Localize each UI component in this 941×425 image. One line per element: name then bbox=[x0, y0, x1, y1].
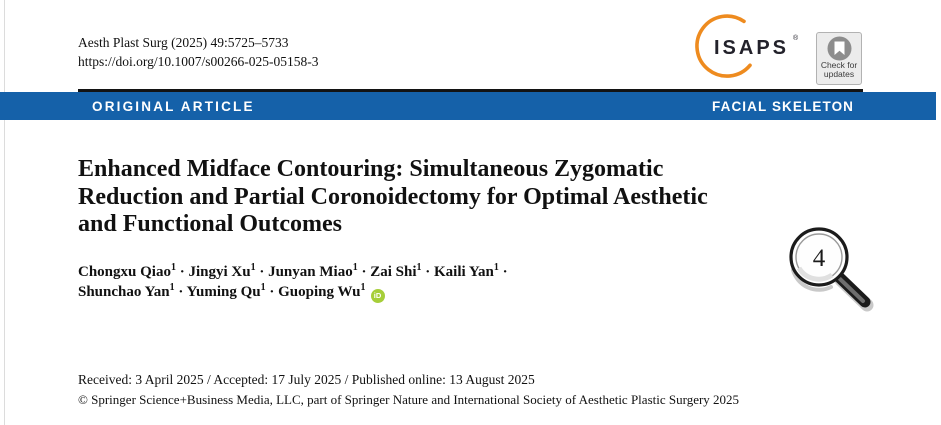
annotation-number: 4 bbox=[812, 245, 826, 272]
affiliation-marker: 1 bbox=[170, 262, 176, 273]
orcid-icon[interactable]: iD bbox=[371, 289, 385, 303]
check-updates-label-line2: updates bbox=[823, 69, 855, 79]
affiliation-marker: 1 bbox=[416, 262, 422, 273]
affiliation-marker: 1 bbox=[169, 282, 175, 293]
article-type-label: ORIGINAL ARTICLE bbox=[92, 98, 255, 114]
affiliation-marker: 1 bbox=[260, 282, 266, 293]
check-updates-label-line1: Check for bbox=[820, 60, 858, 70]
affiliation-marker: 1 bbox=[493, 262, 499, 273]
journal-citation: Aesth Plast Surg (2025) 49:5725–5733 bbox=[78, 35, 289, 50]
article-type-banner bbox=[0, 92, 936, 120]
doi-link[interactable]: https://doi.org/10.1007/s00266-025-05158-3 bbox=[78, 54, 319, 69]
crossmark-bookmark-icon bbox=[827, 36, 852, 61]
annotation-magnifier-marker[interactable] bbox=[781, 220, 881, 312]
article-title bbox=[78, 156, 708, 239]
author-name: Zai Shi$^1$ bbox=[370, 262, 422, 280]
author-list-line-1: Chongxu Qiao$^1$ · Jingyi $Xu^1$ · Junyan Miao$^1$ · Zai Shi$^1$ · Kaili Yan$^1$ · bbox=[78, 262, 508, 280]
section-label: FACIAL SKELETON bbox=[712, 98, 855, 114]
isaps-logo-text: ISAPS bbox=[714, 37, 790, 59]
author-list-line-2: Shunchao Yan$^1$ · Yuming $Qu^1$ · Guoping Wu$^1$iD bbox=[78, 282, 508, 303]
author-list bbox=[78, 262, 508, 303]
author-name: Yuming Qu$^1$ bbox=[186, 282, 266, 300]
article-title-line-1: Enhanced Midface Contouring: Simultaneous Zygomatic bbox=[78, 156, 664, 182]
author-name: Guoping Wu$^1$ bbox=[278, 282, 366, 300]
article-title-line-2: Reduction and Partial Coronoidectomy for Optimal Aesthetic bbox=[78, 183, 708, 210]
isaps-trademark: ® bbox=[793, 35, 799, 42]
affiliation-marker: 1 bbox=[360, 282, 366, 293]
author-name: Chongxu Qiao$^1$ bbox=[78, 262, 176, 280]
article-title-line-3: and Functional Outcomes bbox=[78, 211, 343, 237]
author-name: Shunchao Yan$^1$ bbox=[78, 282, 175, 300]
affiliation-marker: 1 bbox=[352, 262, 358, 273]
article-dates: Received: 3 April 2025 / Accepted: 17 July 2025 / Published online: 13 August 2025 bbox=[78, 372, 535, 387]
author-name: Kaili Yan$^1$ bbox=[434, 262, 499, 280]
isaps-logo bbox=[692, 10, 810, 88]
affiliation-marker: 1 bbox=[250, 262, 256, 273]
author-name: Jingyi Xu$^1$ bbox=[188, 262, 256, 280]
journal-citation-block bbox=[78, 33, 319, 71]
check-updates-badge[interactable] bbox=[816, 32, 862, 85]
copyright-line: © Springer Science+Business Media, LLC, part of Springer Nature and International Society of Aesthetic Plastic Surgery 2025 bbox=[78, 392, 740, 407]
author-name: Junyan Miao$^1$ bbox=[268, 262, 358, 280]
page-edge-divider bbox=[4, 0, 5, 425]
